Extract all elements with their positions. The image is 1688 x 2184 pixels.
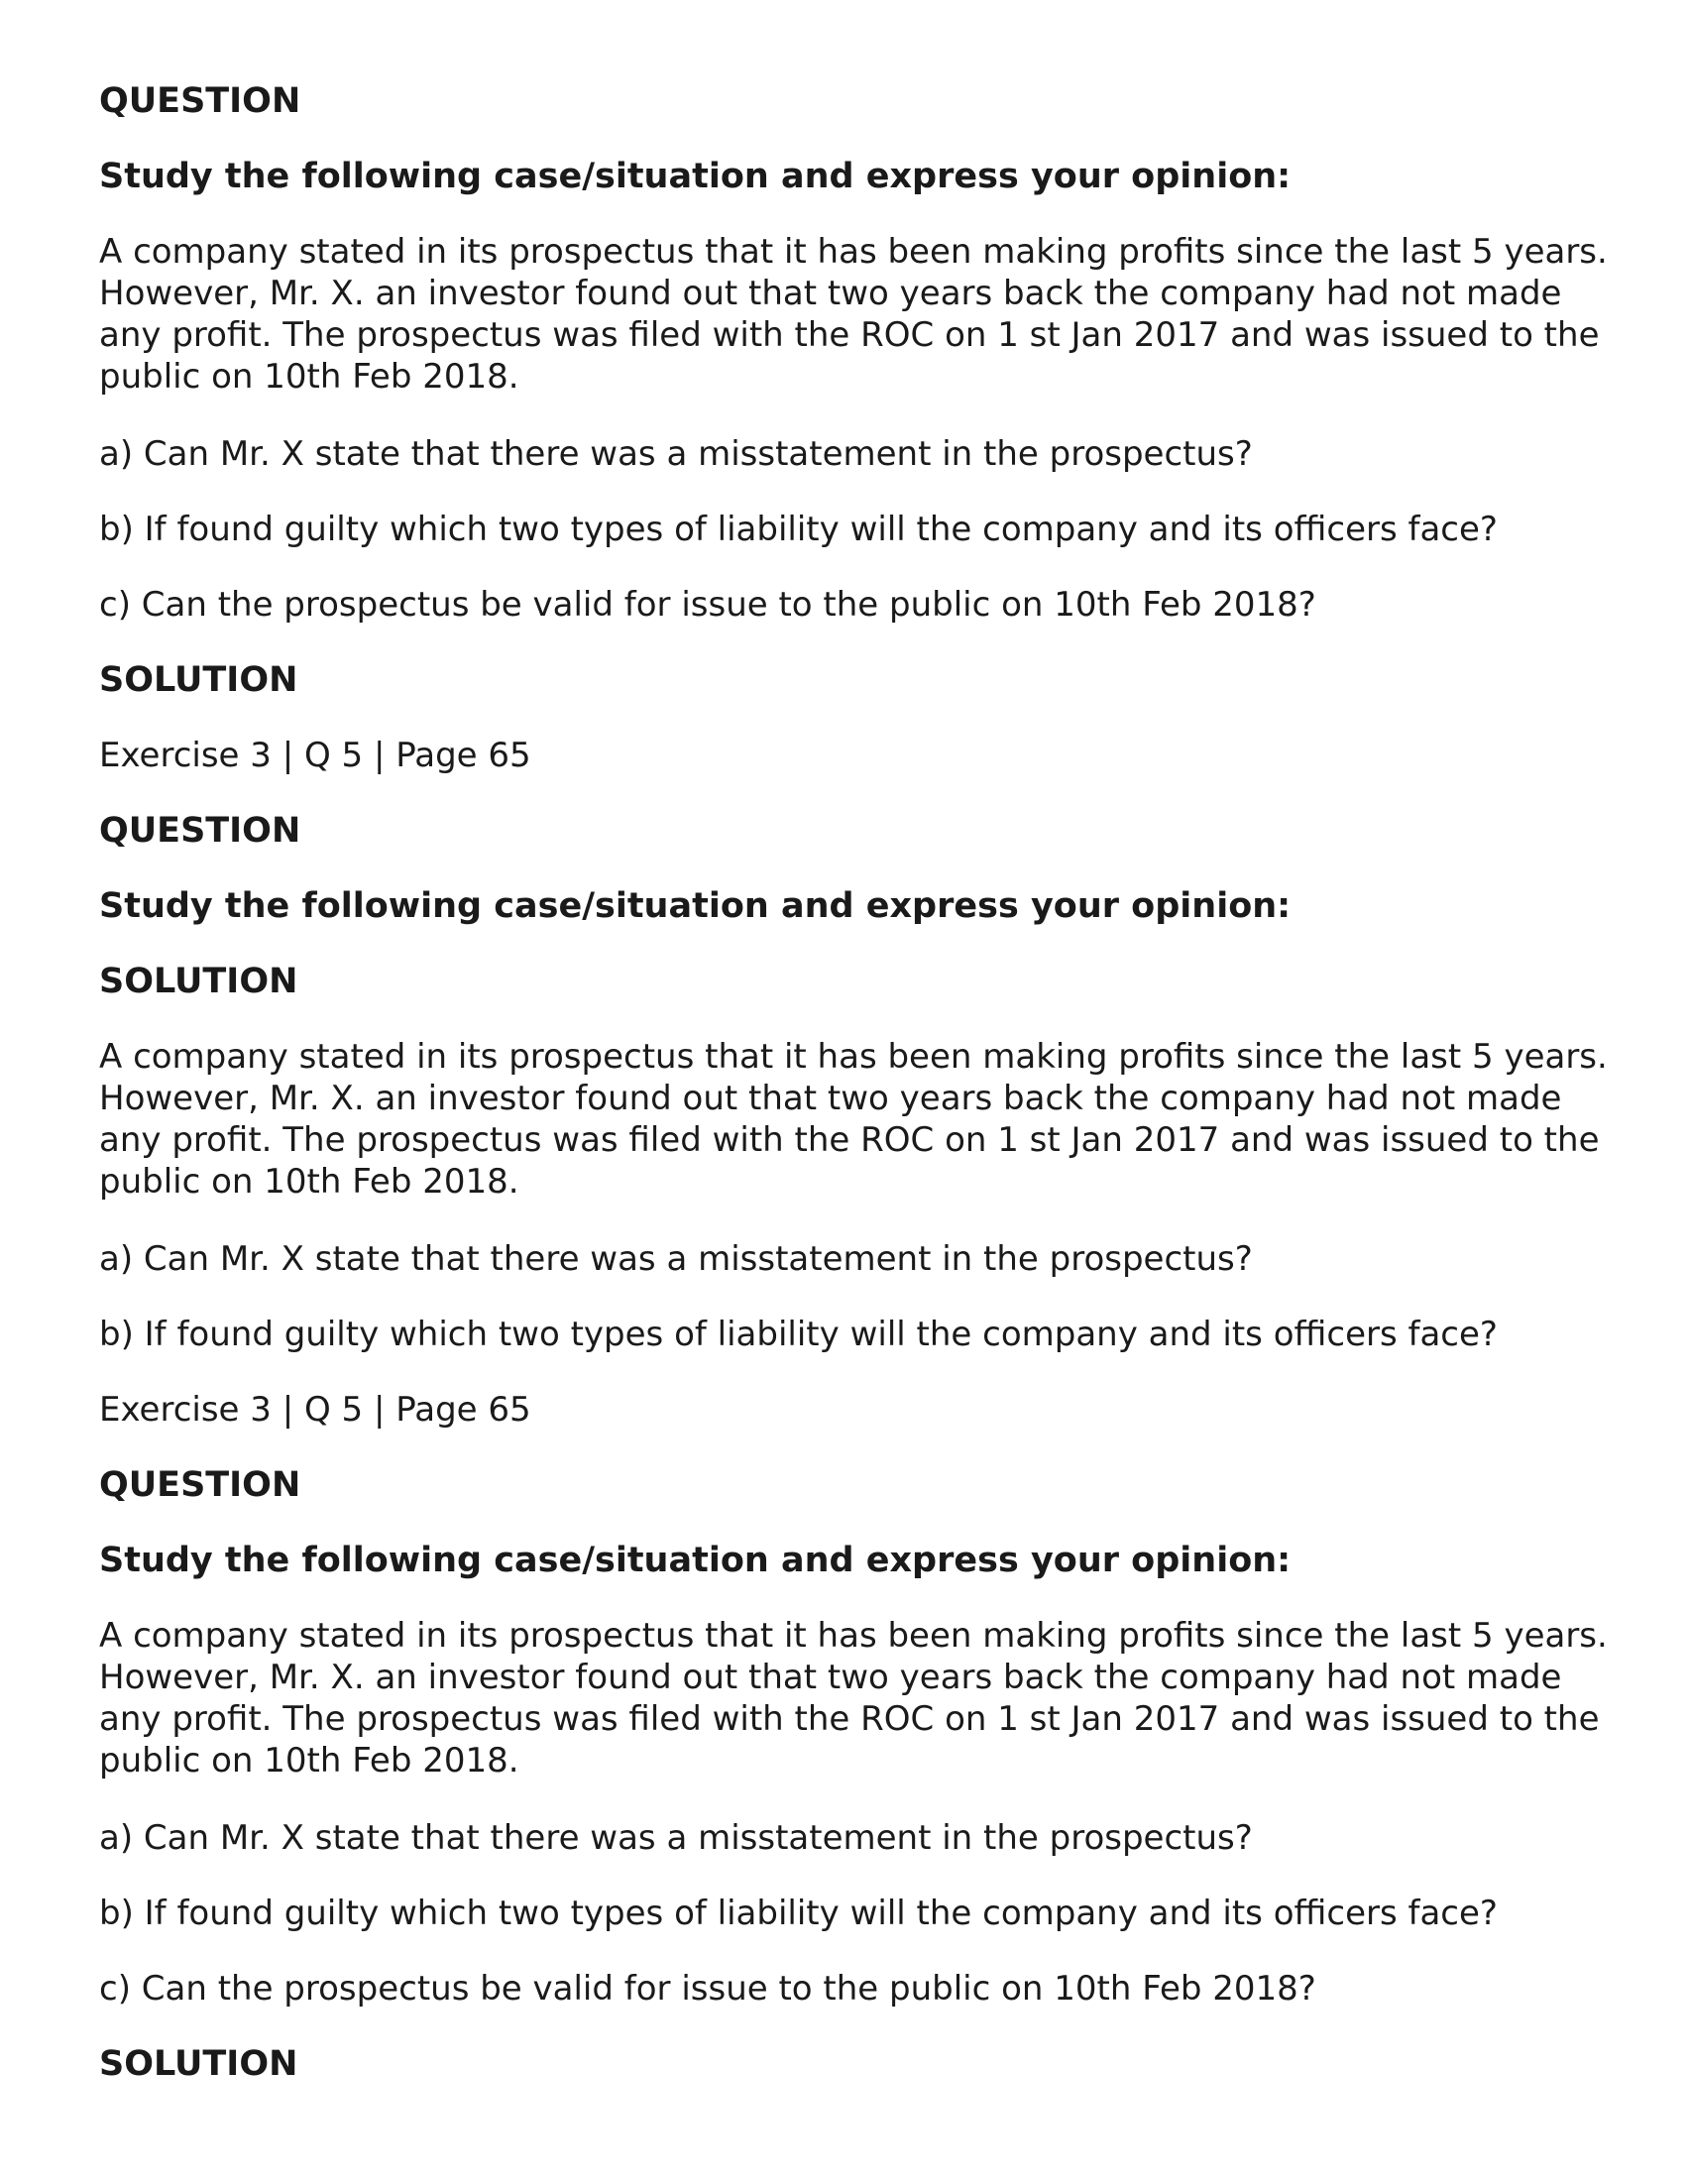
sub-question-b: b) If found guilty which two types of liability will the company and its officers face? [99, 1315, 1498, 1354]
question-heading: QUESTION [99, 811, 301, 851]
case-prompt: Study the following case/situation and express your opinion: [99, 886, 1292, 926]
solution-heading: SOLUTION [99, 660, 298, 700]
exercise-reference: Exercise 3 | Q 5 | Page 65 [99, 1390, 531, 1430]
question-heading: QUESTION [99, 81, 301, 121]
exercise-reference: Exercise 3 | Q 5 | Page 65 [99, 736, 531, 775]
case-line: any profit. The prospectus was filed with the ROC on 1 st Jan 2017 and was issued to the [99, 1699, 1600, 1739]
solution-heading: SOLUTION [99, 962, 298, 1001]
case-prompt: Study the following case/situation and express your opinion: [99, 1541, 1292, 1580]
case-line: However, Mr. X. an investor found out that two years back the company had not made [99, 1079, 1562, 1118]
case-paragraph [99, 1036, 1606, 1203]
case-line: A company stated in its prospectus that it has been making profits since the last 5 years. [99, 232, 1608, 272]
sub-question-a: a) Can Mr. X state that there was a misstatement in the prospectus? [99, 1239, 1253, 1279]
sub-question-c: c) Can the prospectus be valid for issue to the public on 10th Feb 2018? [99, 585, 1316, 625]
case-paragraph [99, 231, 1606, 398]
case-line: However, Mr. X. an investor found out that two years back the company had not made [99, 1658, 1562, 1697]
question-heading: QUESTION [99, 1465, 301, 1505]
case-line: any profit. The prospectus was filed with the ROC on 1 st Jan 2017 and was issued to the [99, 315, 1600, 355]
case-line: public on 10th Feb 2018. [99, 357, 519, 397]
case-line: A company stated in its prospectus that it has been making profits since the last 5 years. [99, 1616, 1608, 1656]
case-paragraph [99, 1615, 1606, 1782]
case-line: public on 10th Feb 2018. [99, 1162, 519, 1202]
sub-question-a: a) Can Mr. X state that there was a misstatement in the prospectus? [99, 434, 1253, 474]
case-line: any profit. The prospectus was filed with the ROC on 1 st Jan 2017 and was issued to the [99, 1120, 1600, 1160]
sub-question-c: c) Can the prospectus be valid for issue to the public on 10th Feb 2018? [99, 1969, 1316, 2009]
sub-question-b: b) If found guilty which two types of liability will the company and its officers face? [99, 510, 1498, 549]
case-prompt: Study the following case/situation and express your opinion: [99, 157, 1292, 196]
case-line: However, Mr. X. an investor found out that two years back the company had not made [99, 274, 1562, 313]
solution-heading: SOLUTION [99, 2044, 298, 2084]
case-line: public on 10th Feb 2018. [99, 1741, 519, 1781]
sub-question-b: b) If found guilty which two types of liability will the company and its officers face? [99, 1894, 1498, 1933]
sub-question-a: a) Can Mr. X state that there was a misstatement in the prospectus? [99, 1818, 1253, 1858]
case-line: A company stated in its prospectus that it has been making profits since the last 5 years. [99, 1037, 1608, 1077]
